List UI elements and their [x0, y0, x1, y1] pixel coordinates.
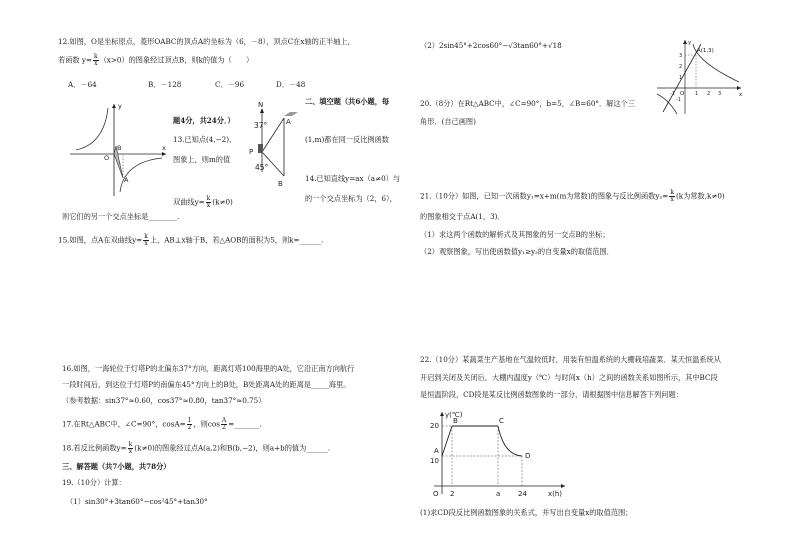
x-tick-neg1: -1	[670, 91, 675, 97]
y-label: y	[118, 102, 122, 110]
y-tick-3: 3	[679, 53, 683, 59]
q16-line2: 一段时间后，到达位于灯塔P的南偏东45°方向上的B处，B处距离A处的距离是_____海里。	[62, 380, 351, 389]
x-tick-3: 3	[718, 91, 722, 97]
point-p-label: P	[249, 148, 254, 156]
q12-line1: 12.如图，O是坐标原点，菱形OABC的顶点A的坐标为（6，－8），顶点C在x轴的正半轴上，	[58, 37, 355, 46]
y-axis-arrow	[440, 412, 444, 416]
x-tick-2: 2	[707, 91, 711, 97]
point-c-label: C	[499, 417, 504, 425]
segment-cd-hyperbola	[498, 426, 522, 456]
point-b-label: B	[453, 417, 458, 425]
q13-line1b: (1,m)都在同一反比例函数	[305, 135, 389, 144]
q12-graph	[66, 100, 171, 198]
q13-line2: 图象上，则m的值	[173, 155, 231, 164]
y-axis-label: y(℃)	[445, 411, 463, 419]
origin-label: O	[680, 91, 685, 97]
q22-line2: 开启到关闭及关闭后，大棚内温度y（℃）与时间x（h）之间的函数关系如图所示，其中BC段	[420, 373, 718, 382]
q16-line1: 16.如图，一海轮位于灯塔P的北偏东37°方向，距离灯塔100海里的A处，它沿正南方向航行	[62, 364, 355, 373]
x-tick-24: 24	[518, 490, 527, 498]
point-d-label: D	[525, 452, 531, 460]
north-label: N	[258, 101, 264, 109]
point-a-label: A	[124, 176, 129, 184]
angle-37-label: 37°	[254, 121, 268, 130]
q18-line: 18.若反比例函数y= $\frac{k}{x}$ (k≠0)的图象经过点A(a,2)和B(b,−2)，则a+b的值为______.	[62, 441, 331, 455]
q21-line2: 的图象相交于点A(1，3)．	[420, 212, 505, 221]
q19-line1: 19.（10分）计算：	[62, 478, 126, 487]
hyperbola-y2-third-quadrant	[657, 94, 677, 114]
q14-line2: 双曲线y= $\frac{k}{x}$ (k≠0)	[173, 195, 233, 209]
q21-graph	[655, 38, 745, 116]
q14-line2b: 的一个交点坐标为（2，6），	[305, 194, 397, 203]
solve-header: 三、解答题（共7小题，共78分）	[62, 462, 171, 471]
q22-chart	[420, 406, 570, 498]
y-label: y	[688, 40, 692, 46]
q22-line3: 是恒温阶段，CD段是某反比例函数图象的一部分，请根据图中信息解答下列问题：	[420, 390, 683, 399]
q22-line1: 22.（10分）某蔬菜生产基地在气温较低时，用装有恒温系统的大棚栽培蔬菜．某天恒温系统从	[420, 355, 721, 364]
q14-line1: 14.已知直线y=ax（a≠0）与	[305, 174, 401, 183]
y-tick-neg1: -1	[676, 97, 681, 103]
point-b-label: B	[278, 180, 283, 188]
y-tick-1: 1	[679, 75, 683, 81]
q12-option-c: C．－96	[215, 80, 245, 89]
q21-sub2: （2）观察图象，写出使函数值y₁≥y₂的自变量x的取值范围．	[420, 247, 614, 256]
q21-line1: 21.（10分）如图，已知一次函数y₁=x+m(m为常数)的图象与反比例函数y₂= $\frac{k}{x}$ (k为常数,k≠0)	[420, 189, 725, 203]
y-tick-2: 2	[679, 64, 683, 70]
q14-line3: 则它们的另一个交点坐标是________.	[62, 212, 180, 221]
q21-sub1: （1）求这两个函数的解析式及其图象的另一交点B的坐标；	[420, 230, 610, 239]
q20-line2: 角形．(自己画图)	[420, 117, 476, 126]
y-tick-10: 10	[430, 457, 439, 465]
q12-option-d: D．－48	[276, 80, 306, 89]
x-axis-arrow	[561, 484, 565, 488]
x-tick-o: O	[433, 490, 439, 498]
q17-line: 17.在Rt△ABC中，∠C=90°，cosA= $\frac{1}{2}$ ，则cos $\frac{A}{2}$ =_______.	[62, 417, 262, 431]
origin-label: O	[104, 154, 110, 162]
angle-45-label: 45°	[255, 163, 269, 172]
q13-line1: 13.已知点(4,−2)、	[173, 135, 237, 144]
q15-line: 15.如图，点A在双曲线y= $\frac{k}{x}$ 上，AB⊥x轴于B，若△AOB的面积为5，则k=______.	[58, 233, 324, 247]
x-tick-1: 1	[695, 91, 699, 97]
fill-header-line2: 题4分，共24分．）	[173, 116, 235, 125]
lighthouse-icon	[258, 144, 263, 153]
q19-2-line: （2）2sin45°+2cos60°−√3tan60°+√18	[420, 41, 562, 50]
hyperbola-branch-lower	[120, 158, 162, 192]
q19-line2: （1）sin30°+3tan60°−cos²45°+tan30°	[66, 497, 208, 506]
q16-diagram	[248, 101, 308, 194]
x-tick-2: 2	[450, 490, 455, 498]
y-tick-20: 20	[430, 422, 439, 430]
q16-line3: （参考数据：sin37°≈0.60，cos37°≈0.80，tan37°≈0.75）	[62, 396, 266, 405]
q20-line1: 20.（8分）在Rt△ABC中，∠C=90°，b=5，∠B=60°．解这个三	[420, 99, 635, 108]
x-label: x	[162, 144, 166, 152]
q22-sub1: (1)求CD段反比例函数图象的关系式，并写出自变量x的取值范围；	[420, 508, 633, 517]
hyperbola-branch-upper	[76, 108, 108, 150]
point-b-label: B	[117, 144, 122, 152]
q12-line2: 若函数 y= $\frac{k}{x}$ （x>0）的图象经过顶点B，则k的值为（ ）	[58, 53, 254, 67]
x-label: x	[739, 92, 743, 98]
q12-option-a: A．－64	[68, 80, 97, 89]
point-a-label: A	[286, 118, 291, 126]
x-tick-a: a	[496, 490, 501, 498]
fill-header-line1: 二、填空题（共6小题，每	[305, 97, 390, 106]
point-a-label: A	[434, 447, 439, 455]
q12-option-b: B．－128	[148, 80, 182, 89]
ship-icon	[284, 112, 298, 116]
x-axis-label: x(h)	[548, 490, 563, 498]
segment-ab	[442, 426, 452, 456]
point-a-label: A(1,3)	[697, 48, 714, 54]
